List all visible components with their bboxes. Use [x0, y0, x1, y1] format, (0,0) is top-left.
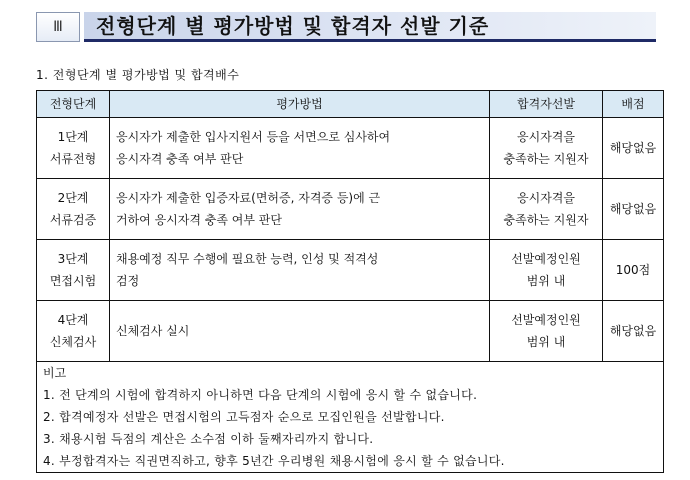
selection-cell: 응시자격을 충족하는 지원자	[490, 179, 603, 240]
column-header: 합격자선발	[490, 91, 603, 118]
section-number: Ⅲ	[36, 12, 80, 42]
note-item: 4. 부정합격자는 직권면직하고, 향후 5년간 우리병원 채용시험에 응시 할 수 없습니다.	[43, 454, 505, 468]
table-row	[37, 301, 664, 362]
notes-title: 비고	[43, 366, 67, 380]
stage-cell: 4단계 신체검사	[37, 301, 110, 362]
section-header	[36, 12, 656, 46]
score-cell: 100점	[603, 240, 664, 301]
column-header: 전형단계	[37, 91, 110, 118]
score-cell: 해당없음	[603, 118, 664, 179]
method-cell: 응시자가 제출한 입사지원서 등을 서면으로 심사하여 응시자격 충족 여부 판단	[110, 118, 490, 179]
note-item: 1. 전 단계의 시험에 합격하지 아니하면 다음 단계의 시험에 응시 할 수 없습니다.	[43, 388, 478, 402]
section-title: 전형단계 별 평가방법 및 합격자 선발 기준	[84, 12, 656, 42]
score-cell: 해당없음	[603, 179, 664, 240]
evaluation-table	[36, 90, 664, 473]
method-cell: 응시자가 제출한 입증자료(면허증, 자격증 등)에 근 거하여 응시자격 충족 여부 판단	[110, 179, 490, 240]
selection-cell: 응시자격을 충족하는 지원자	[490, 118, 603, 179]
notes-cell	[37, 362, 664, 473]
table-row	[37, 240, 664, 301]
method-cell: 채용예정 직무 수행에 필요한 능력, 인성 및 적격성 검정	[110, 240, 490, 301]
score-cell: 해당없음	[603, 301, 664, 362]
note-item: 2. 합격예정자 선발은 면접시험의 고득점자 순으로 모집인원을 선발합니다.	[43, 410, 445, 424]
table-row	[37, 118, 664, 179]
stage-cell: 2단계 서류검증	[37, 179, 110, 240]
notes-row	[37, 362, 664, 473]
selection-cell: 선발예정인원 범위 내	[490, 301, 603, 362]
subheading: 1. 전형단계 별 평가방법 및 합격배수	[36, 68, 240, 82]
table-header-row	[37, 91, 664, 118]
stage-cell: 3단계 면접시험	[37, 240, 110, 301]
column-header: 배점	[603, 91, 664, 118]
method-cell: 신체검사 실시	[110, 301, 490, 362]
selection-cell: 선발예정인원 범위 내	[490, 240, 603, 301]
table-row	[37, 179, 664, 240]
note-item: 3. 채용시험 득점의 계산은 소수점 이하 둘째자리까지 합니다.	[43, 432, 374, 446]
stage-cell: 1단계 서류전형	[37, 118, 110, 179]
column-header: 평가방법	[110, 91, 490, 118]
